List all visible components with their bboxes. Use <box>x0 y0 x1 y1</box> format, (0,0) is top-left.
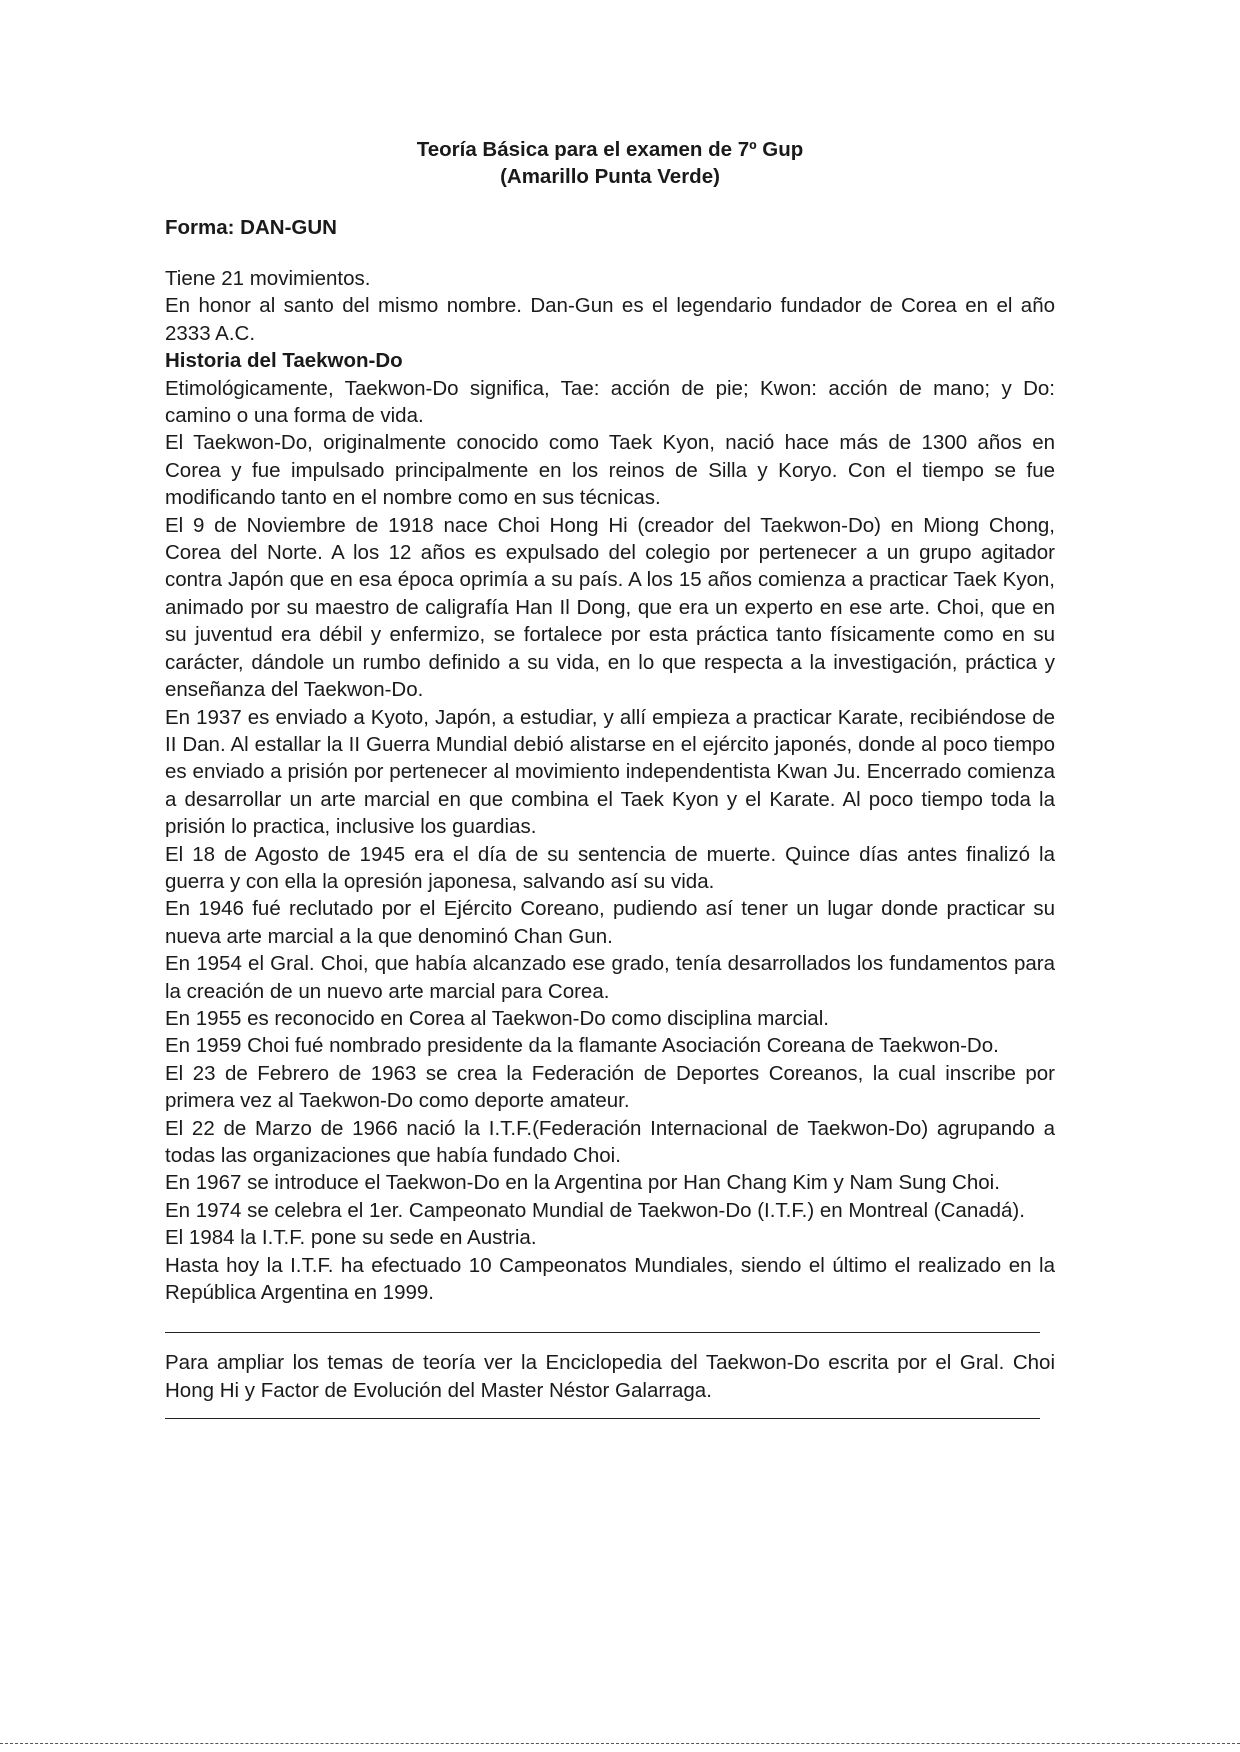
history-paragraph: En 1959 Choi fué nombrado presidente da la flamante Asociación Coreana de Taekwon-Do. <box>165 1034 999 1058</box>
history-paragraph: El 23 de Febrero de 1963 se crea la Federación de Deportes Coreanos, la cual inscribe por primera vez al Taekwon-Do como deporte amateur. <box>165 1061 1055 1113</box>
history-paragraph: El 9 de Noviembre de 1918 nace Choi Hong Hi (creador del Taekwon-Do) en Miong Chong, Corea del Norte. A los 12 años es expulsado del colegio por pertenecer a un grupo agitador contra Japón que en esa época oprimía a su país. A los 15 años comienza a practicar Taek Kyon, animado por su maestro de caligrafía Han Il Dong, que era un experto en ese arte. Choi, que en su juventud era débil y enfermizo, se fortalece por esta práctica tanto físicamente como en su carácter, dándole un rumbo definido a su vida, en lo que respecta a la investigación, práctica y enseñanza del Taekwon-Do. <box>165 513 1055 702</box>
history-paragraph: El 18 de Agosto de 1945 era el día de su sentencia de muerte. Quince días antes finalizó la guerra y con ella la opresión japonesa, salvando así su vida. <box>165 842 1055 893</box>
form-paragraph: Tiene 21 movimientos. <box>165 267 371 290</box>
history-paragraph: El 22 de Marzo de 1966 nació la I.T.F.(Federación Internacional de Taekwon-Do) agrupando a todas las organizaciones que había fundado Choi. <box>165 1116 1055 1167</box>
reference-note: Para ampliar los temas de teoría ver la Enciclopedia del Taekwon-Do escrita por el Gral. Choi Hong Hi y Factor de Evolución del Master Néstor Galarraga. <box>165 1351 1055 1402</box>
history-paragraph: En 1974 se celebra el 1er. Campeonato Mundial de Taekwon-Do (I.T.F.) en Montreal (Canadá). <box>165 1198 1025 1222</box>
scan-bottom-edge <box>0 1743 1240 1744</box>
history-paragraph: En 1955 es reconocido en Corea al Taekwon-Do como disciplina marcial. <box>165 1006 829 1030</box>
history-paragraph: Etimológicamente, Taekwon-Do significa, Tae: acción de pie; Kwon: acción de mano; y Do: camino o una forma de vida. <box>165 376 1055 428</box>
history-paragraph: En 1954 el Gral. Choi, que había alcanzado ese grado, tenía desarrollados los fundamentos para la creación de un nuevo arte marcial para Corea. <box>165 952 1055 1003</box>
history-paragraph: Hasta hoy la I.T.F. ha efectuado 10 Campeonatos Mundiales, siendo el último el realizado en la República Argentina en 1999. <box>165 1253 1055 1305</box>
form-paragraph: En honor al santo del mismo nombre. Dan-Gun es el legendario fundador de Corea en el año 2333 A.C. <box>165 294 1055 345</box>
title-line-1: Teoría Básica para el examen de 7º Gup <box>416 138 804 161</box>
history-paragraph: El Taekwon-Do, originalmente conocido como Taek Kyon, nació hace más de 1300 años en Corea y fue impulsado principalmente en los reinos de Silla y Koryo. Con el tiempo se fue modificando tanto en el nombre como en sus técnicas. <box>165 431 1055 510</box>
divider-bottom <box>165 1418 1040 1419</box>
title-line-2: (Amarillo Punta Verde) <box>500 165 720 188</box>
history-paragraph: El 1984 la I.T.F. pone su sede en Austria. <box>165 1226 537 1250</box>
divider-top <box>165 1332 1040 1333</box>
history-paragraph: En 1937 es enviado a Kyoto, Japón, a estudiar, y allí empieza a practicar Karate, recibiéndose de II Dan. Al estallar la II Guerra Mundial debió alistarse en el ejército japonés, donde al poco tiempo es enviado a prisión por pertenecer al movimiento independentista Kwan Ju. Encerrado comienza a desarrollar un arte marcial en que combina el Taek Kyon y el Karate. Al poco tiempo toda la prisión lo practica, inclusive los guardias. <box>165 705 1055 839</box>
document-title <box>370 136 850 190</box>
history-paragraph: En 1967 se introduce el Taekwon-Do en la Argentina por Han Chang Kim y Nam Sung Choi. <box>165 1171 1000 1195</box>
form-heading: Forma: DAN-GUN <box>165 216 337 239</box>
document-body <box>165 265 1055 1419</box>
history-paragraph: En 1946 fué reclutado por el Ejército Coreano, pudiendo así tener un lugar donde practicar su nueva arte marcial a la que denominó Chan Gun. <box>165 897 1055 948</box>
history-heading: Historia del Taekwon-Do <box>165 349 403 373</box>
